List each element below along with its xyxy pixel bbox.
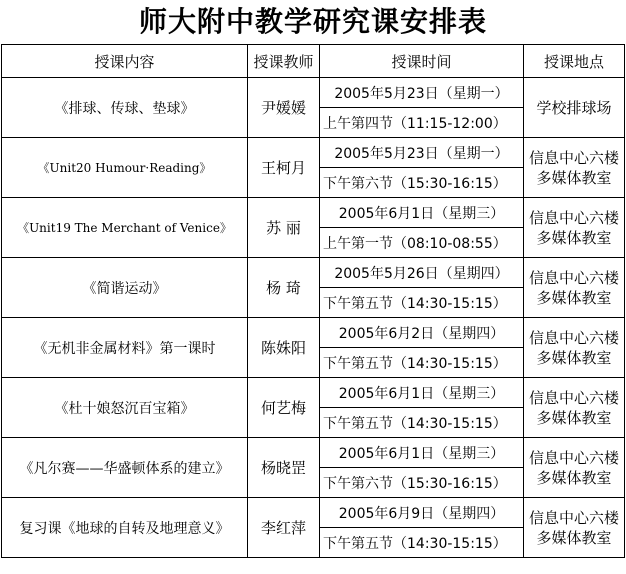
table-row <box>2 138 625 168</box>
place-cell <box>524 438 625 498</box>
date-cell: 2005年6月1日（星期三） <box>320 438 524 468</box>
period-cell: 下午第五节（14:30-15:15） <box>320 348 524 378</box>
date-cell: 2005年5月26日（星期四） <box>320 258 524 288</box>
table-row <box>2 438 625 468</box>
topic-cell: 《凡尔赛——华盛顿体系的建立》 <box>2 438 248 498</box>
topic-cell: 《Unit20 Humour·Reading》 <box>2 138 248 198</box>
header-topic: 授课内容 <box>2 45 248 78</box>
topic-cell: 复习课《地球的自转及地理意义》 <box>2 498 248 558</box>
schedule-table <box>1 44 625 558</box>
period-cell: 上午第一节（08:10-08:55） <box>320 228 524 258</box>
place-line: 多媒体教室 <box>536 348 612 367</box>
topic-cell: 《杜十娘怒沉百宝箱》 <box>2 378 248 438</box>
date-cell: 2005年6月1日（星期三） <box>320 198 524 228</box>
place-cell <box>524 378 625 438</box>
teacher-cell: 王柯月 <box>248 138 320 198</box>
teacher-cell: 李红萍 <box>248 498 320 558</box>
place-line: 信息中心六楼 <box>528 208 619 227</box>
period-cell: 上午第四节（11:15-12:00） <box>320 108 524 138</box>
period-cell: 下午第五节（14:30-15:15） <box>320 528 524 558</box>
teacher-cell: 陈姝阳 <box>248 318 320 378</box>
place-line: 信息中心六楼 <box>528 388 619 407</box>
table-body <box>2 78 625 558</box>
place-cell <box>524 498 625 558</box>
place-line: 信息中心六楼 <box>528 148 619 167</box>
place-line: 信息中心六楼 <box>528 268 619 287</box>
period-cell: 下午第六节（15:30-16:15） <box>320 168 524 198</box>
page-title: 师大附中教学研究课安排表 <box>138 5 487 38</box>
teacher-cell: 杨晓罡 <box>248 438 320 498</box>
topic-cell: 《简谐运动》 <box>2 258 248 318</box>
table-row <box>2 198 625 228</box>
place-line: 多媒体教室 <box>536 528 612 547</box>
topic-cell: 《排球、传球、垫球》 <box>2 78 248 138</box>
place-cell <box>524 138 625 198</box>
teacher-cell: 杨 琦 <box>248 258 320 318</box>
place-line: 信息中心六楼 <box>528 448 619 467</box>
period-cell: 下午第五节（14:30-15:15） <box>320 408 524 438</box>
teacher-cell: 苏 丽 <box>248 198 320 258</box>
period-cell: 下午第六节（15:30-16:15） <box>320 468 524 498</box>
place-cell <box>524 198 625 258</box>
place-line: 多媒体教室 <box>536 468 612 487</box>
table-row <box>2 258 625 288</box>
header-time: 授课时间 <box>320 45 524 78</box>
place-line: 多媒体教室 <box>536 288 612 307</box>
date-cell: 2005年5月23日（星期一） <box>320 78 524 108</box>
table-header <box>2 45 625 78</box>
table-row <box>2 318 625 348</box>
place-cell <box>524 258 625 318</box>
topic-cell: 《Unit19 The Merchant of Venice》 <box>2 198 248 258</box>
header-row <box>2 45 625 78</box>
table-row <box>2 78 625 108</box>
header-teacher: 授课教师 <box>248 45 320 78</box>
date-cell: 2005年6月2日（星期四） <box>320 318 524 348</box>
place-line: 学校排球场 <box>536 98 612 117</box>
date-cell: 2005年6月9日（星期四） <box>320 498 524 528</box>
teacher-cell: 尹媛媛 <box>248 78 320 138</box>
topic-cell: 《无机非金属材料》第一课时 <box>2 318 248 378</box>
place-line: 多媒体教室 <box>536 168 612 187</box>
teacher-cell: 何艺梅 <box>248 378 320 438</box>
table-row <box>2 498 625 528</box>
table-row <box>2 378 625 408</box>
place-line: 信息中心六楼 <box>528 328 619 347</box>
date-cell: 2005年6月1日（星期三） <box>320 378 524 408</box>
date-cell: 2005年5月23日（星期一） <box>320 138 524 168</box>
place-line: 多媒体教室 <box>536 228 612 247</box>
place-line: 信息中心六楼 <box>528 508 619 527</box>
place-cell <box>524 318 625 378</box>
header-place: 授课地点 <box>524 45 625 78</box>
place-cell <box>524 78 625 138</box>
place-line: 多媒体教室 <box>536 408 612 427</box>
period-cell: 下午第五节（14:30-15:15） <box>320 288 524 318</box>
